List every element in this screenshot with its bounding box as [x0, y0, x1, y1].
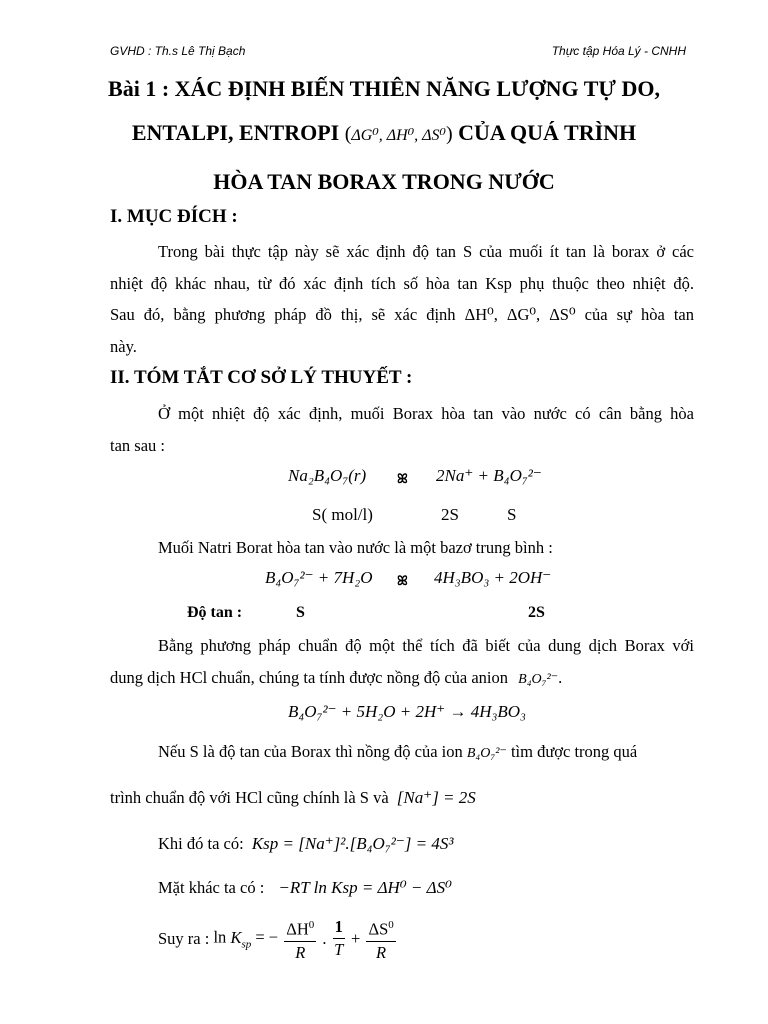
section1-para-l4: này. — [110, 337, 137, 356]
eq3: B₄O₇²⁻ + 5H₂O + 2H⁺ → 4H₃BO₃ — [288, 702, 526, 721]
title-formula: ΔG⁰, ΔH⁰, ΔS⁰ — [351, 127, 446, 144]
dotan-s: S — [296, 604, 305, 621]
header-course: Thực tập Hóa Lý - CNHH — [551, 44, 686, 58]
anion-formula-2: B₄O₇²⁻ — [466, 746, 507, 761]
section2-p3-l2: dung dịch HCl chuẩn, chúng ta tính được nồng độ của anion B₄O₇²⁻. — [110, 668, 563, 687]
frac-ds-r: $\frac{\Delta S^0}{R}$ — [366, 914, 395, 964]
na-concentration-eq: [Na⁺] = 2S — [396, 788, 476, 807]
ksp-eq: Ksp = [Na⁺]².[B₄O₇²⁻] = 4S³ — [251, 834, 454, 853]
eq1-right: 2Na⁺ + B₄O₇²⁻ — [436, 466, 542, 485]
dotan-2s: 2S — [528, 604, 545, 621]
frac-1-t: $\frac{1}{T}$ — [334, 917, 344, 960]
page-title-line3: HÒA TAN BORAX TRONG NƯỚC — [213, 169, 555, 194]
section2-p6: Mặt khác ta có : −RT ln Ksp = ΔH⁰ − ΔS⁰ — [158, 878, 452, 897]
equilibrium-icon-2: ꕤ — [397, 574, 408, 589]
section1-para-l1: Trong bài thực tập này sẽ xác định độ tan S của muối ít tan là borax ở các — [158, 242, 694, 261]
eq1-left: Na₂B₄O₇(r) — [288, 466, 367, 485]
section2-p3-l1: Bằng phương pháp chuẩn độ một thể tích đã biết của dung dịch Borax với — [158, 636, 694, 655]
sol-s: S — [507, 505, 517, 524]
eq2-left: B₄O₇²⁻ + 7H₂O — [265, 568, 373, 587]
gibbs-eq: −RT ln Ksp = ΔH⁰ − ΔS⁰ — [278, 878, 452, 897]
section2-p2: Muối Natri Borat hòa tan vào nước là một bazơ trung bình : — [158, 538, 553, 557]
section2-p1-l2: tan sau : — [110, 436, 165, 455]
sol-label: S( mol/l) — [312, 505, 373, 524]
section2-p1-l1: Ở một nhiệt độ xác định, muối Borax hòa tan vào nước có cân bằng hòa — [158, 404, 694, 423]
anion-formula: B₄O₇²⁻ — [518, 672, 559, 687]
page-title-line1: Bài 1 : XÁC ĐỊNH BIẾN THIÊN NĂNG LƯỢNG TỰ DO, — [108, 76, 660, 101]
sol-2s: 2S — [441, 505, 459, 524]
header-instructor: GVHD : Th.s Lê Thị Bạch — [110, 44, 246, 58]
equilibrium-icon: ꕤ — [397, 472, 408, 487]
dotan-label: Độ tan : — [187, 604, 243, 621]
frac-dh-r: $\frac{\Delta H^0}{R}$ — [284, 914, 316, 964]
section2-p7: Suy ra : $\ln K_{sp}$ = − $\frac{\Delta H^0}{R}$ . $\frac{1}{T}$ + $\frac{\Delta S^0}{R}$ — [158, 914, 398, 964]
title-line2-start: ENTALPI, ENTROPI — [131, 120, 340, 145]
title-line2-end: CỦA QUÁ TRÌNH — [458, 120, 637, 145]
section2-p4-l1: Nếu S là độ tan của Borax thì nồng độ của ion B₄O₇²⁻ tìm được trong quá — [158, 742, 638, 761]
section2-heading: II. TÓM TẮT CƠ SỞ LÝ THUYẾT : — [110, 367, 413, 388]
section2-p4-l2: trình chuẩn độ với HCl cũng chính là S và [Na⁺] = 2S — [110, 788, 476, 807]
page-title-line2: ENTALPI, ENTROPI (ΔG⁰, ΔH⁰, ΔS⁰) CỦA QUÁ TRÌNH — [131, 120, 637, 145]
section1-para-l2: nhiệt độ khác nhau, từ đó xác định tích số hòa tan Ksp phụ thuộc theo nhiệt độ. — [110, 274, 694, 293]
section1-heading: I. MỤC ĐÍCH : — [110, 206, 238, 227]
section1-para-l3: Sau đó, bằng phương pháp đồ thị, sẽ xác định ΔH⁰, ΔG⁰, ΔS⁰ của sự hòa tan — [110, 305, 694, 324]
eq2-right: 4H₃BO₃ + 2OH⁻ — [434, 568, 552, 587]
section2-p5: Khi đó ta có: Ksp = [Na⁺]².[B₄O₇²⁻] = 4S³ — [158, 834, 454, 853]
